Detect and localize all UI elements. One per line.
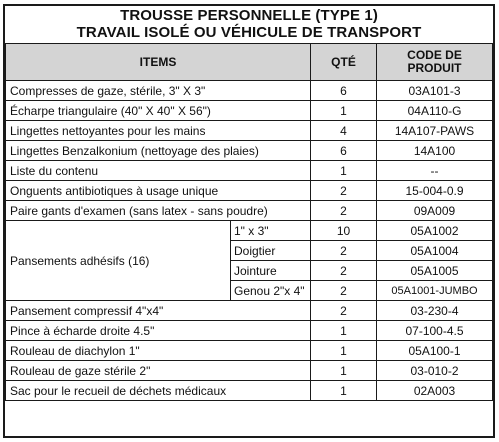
item-code: 05A1002 <box>377 221 493 241</box>
table-row <box>6 141 493 161</box>
title-line-2: TRAVAIL ISOLÉ OU VÉHICULE DE TRANSPORT <box>76 24 422 41</box>
table-row <box>6 301 493 321</box>
table-row <box>6 81 493 101</box>
contents-table <box>5 43 493 401</box>
bandage-size: Genou 2"x 4" <box>231 281 311 301</box>
header-row <box>6 44 493 81</box>
table-row <box>6 121 493 141</box>
item-qty: 2 <box>311 261 377 281</box>
item-code: 14A100 <box>377 141 493 161</box>
kit-sheet <box>3 4 495 438</box>
table-row <box>6 221 493 241</box>
item-name: Écharpe triangulaire (40" X 40" X 56") <box>6 101 311 121</box>
table-row <box>6 381 493 401</box>
table-row <box>6 201 493 221</box>
table-row <box>6 181 493 201</box>
table-row <box>6 361 493 381</box>
bandage-size: Doigtier <box>231 241 311 261</box>
item-code: 15-004-0.9 <box>377 181 493 201</box>
item-qty: 2 <box>311 201 377 221</box>
item-code: 03-230-4 <box>377 301 493 321</box>
item-code: 05A1004 <box>377 241 493 261</box>
header-code-line2: PRODUIT <box>407 61 462 75</box>
bandage-size: 1" x 3" <box>231 221 311 241</box>
title-line-1: TROUSSE PERSONNELLE (TYPE 1) <box>120 7 378 24</box>
item-name: Sac pour le recueil de déchets médicaux <box>6 381 311 401</box>
bandages-label: Pansements adhésifs (16) <box>6 221 231 301</box>
item-qty: 6 <box>311 141 377 161</box>
item-qty: 10 <box>311 221 377 241</box>
item-name: Lingettes nettoyantes pour les mains <box>6 121 311 141</box>
item-name: Rouleau de gaze stérile 2" <box>6 361 311 381</box>
table-row <box>6 161 493 181</box>
item-qty: 4 <box>311 121 377 141</box>
header-code-line1: CODE DE <box>407 48 462 62</box>
item-code: 09A009 <box>377 201 493 221</box>
header-code <box>377 44 493 81</box>
header-items: ITEMS <box>6 44 311 81</box>
item-qty: 2 <box>311 281 377 301</box>
item-qty: 1 <box>311 381 377 401</box>
item-name: Rouleau de diachylon 1" <box>6 341 311 361</box>
header-qty: QTÉ <box>311 44 377 81</box>
item-name: Paire gants d'examen (sans latex - sans poudre) <box>6 201 311 221</box>
item-name: Compresses de gaze, stérile, 3" X 3" <box>6 81 311 101</box>
item-qty: 2 <box>311 301 377 321</box>
table-row <box>6 101 493 121</box>
item-code: 04A110-G <box>377 101 493 121</box>
item-name: Pince à écharde droite 4.5" <box>6 321 311 341</box>
item-name: Pansement compressif 4"x4" <box>6 301 311 321</box>
item-qty: 2 <box>311 181 377 201</box>
item-code: 05A1001-JUMBO <box>377 281 493 301</box>
table-row <box>6 341 493 361</box>
item-name: Liste du contenu <box>6 161 311 181</box>
bandage-size: Jointure <box>231 261 311 281</box>
item-code: 03A101-3 <box>377 81 493 101</box>
item-code: 03-010-2 <box>377 361 493 381</box>
item-qty: 2 <box>311 241 377 261</box>
table-row <box>6 321 493 341</box>
item-qty: 6 <box>311 81 377 101</box>
item-code: 07-100-4.5 <box>377 321 493 341</box>
item-code: 02A003 <box>377 381 493 401</box>
item-qty: 1 <box>311 361 377 381</box>
item-qty: 1 <box>311 321 377 341</box>
item-code: 05A1005 <box>377 261 493 281</box>
item-qty: 1 <box>311 341 377 361</box>
item-qty: 1 <box>311 161 377 181</box>
item-name: Lingettes Benzalkonium (nettoyage des plaies) <box>6 141 311 161</box>
item-qty: 1 <box>311 101 377 121</box>
item-code: 14A107-PAWS <box>377 121 493 141</box>
item-code: -- <box>377 161 493 181</box>
document-title <box>5 6 493 41</box>
item-name: Onguents antibiotiques à usage unique <box>6 181 311 201</box>
item-code: 05A100-1 <box>377 341 493 361</box>
